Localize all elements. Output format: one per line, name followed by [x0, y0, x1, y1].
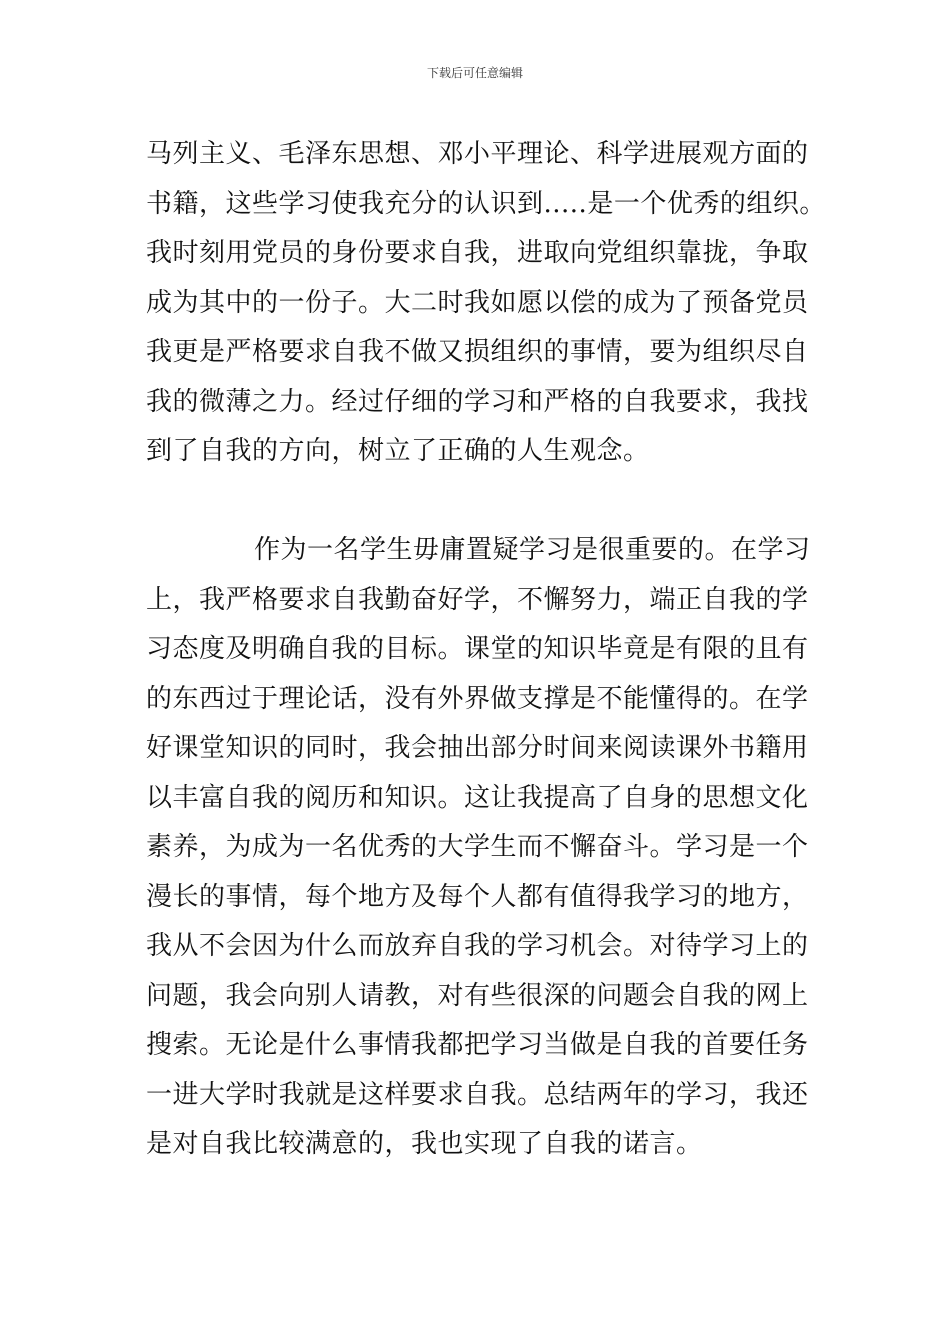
paragraph-gap	[146, 477, 816, 527]
text-line-indented: 作为一名学生毋庸置疑学习是很重要的。在学习	[254, 535, 811, 565]
paragraph-2	[146, 526, 816, 1170]
text-line: 以丰富自我的阅历和知识。这让我提高了自身的思想文化	[146, 782, 809, 813]
text-line: 成为其中的一份子。大二时我如愿以偿的成为了预备党员	[146, 287, 809, 318]
text-line: 到了自我的方向，树立了正确的人生观念。	[146, 436, 650, 466]
text-line: 我更是严格要求自我不做又损组织的事情，要为组织尽自	[146, 337, 809, 367]
text-line: 好课堂知识的同时，我会抽出部分时间来阅读课外书籍用	[146, 733, 809, 763]
text-line: 书籍，这些学习使我充分的认识到.....是一个优秀的组织。	[146, 188, 826, 219]
paragraph-1	[146, 130, 826, 477]
document-body	[146, 130, 826, 1170]
text-line: 问题，我会向别人请教，对有些很深的问题会自我的网上	[146, 980, 809, 1011]
text-line: 的东西过于理论话，没有外界做支撑是不能懂得的。在学	[146, 683, 809, 714]
text-line: 上，我严格要求自我勤奋好学，不懈努力，端正自我的学	[146, 584, 809, 615]
text-line: 习态度及明确自我的目标。课堂的知识毕竟是有限的且有	[146, 634, 809, 664]
text-line: 一进大学时我就是这样要求自我。总结两年的学习，我还	[146, 1079, 809, 1110]
text-line: 漫长的事情，每个地方及每个人都有值得我学习的地方，	[146, 881, 809, 912]
text-line: 搜索。无论是什么事情我都把学习当做是自我的首要任务	[146, 1030, 809, 1060]
page-header-note: 下载后可任意编辑	[426, 66, 523, 80]
text-line: 我时刻用党员的身份要求自我，进取向党组织靠拢，争取	[146, 238, 809, 268]
text-line: 我从不会因为什么而放弃自我的学习机会。对待学习上的	[146, 931, 809, 961]
text-line: 我的微薄之力。经过仔细的学习和严格的自我要求，我找	[146, 386, 809, 417]
text-line: 是对自我比较满意的，我也实现了自我的诺言。	[146, 1129, 703, 1159]
text-line: 马列主义、毛泽东思想、邓小平理论、科学进展观方面的	[146, 139, 809, 169]
text-line: 素养，为成为一名优秀的大学生而不懈奋斗。学习是一个	[146, 832, 809, 862]
